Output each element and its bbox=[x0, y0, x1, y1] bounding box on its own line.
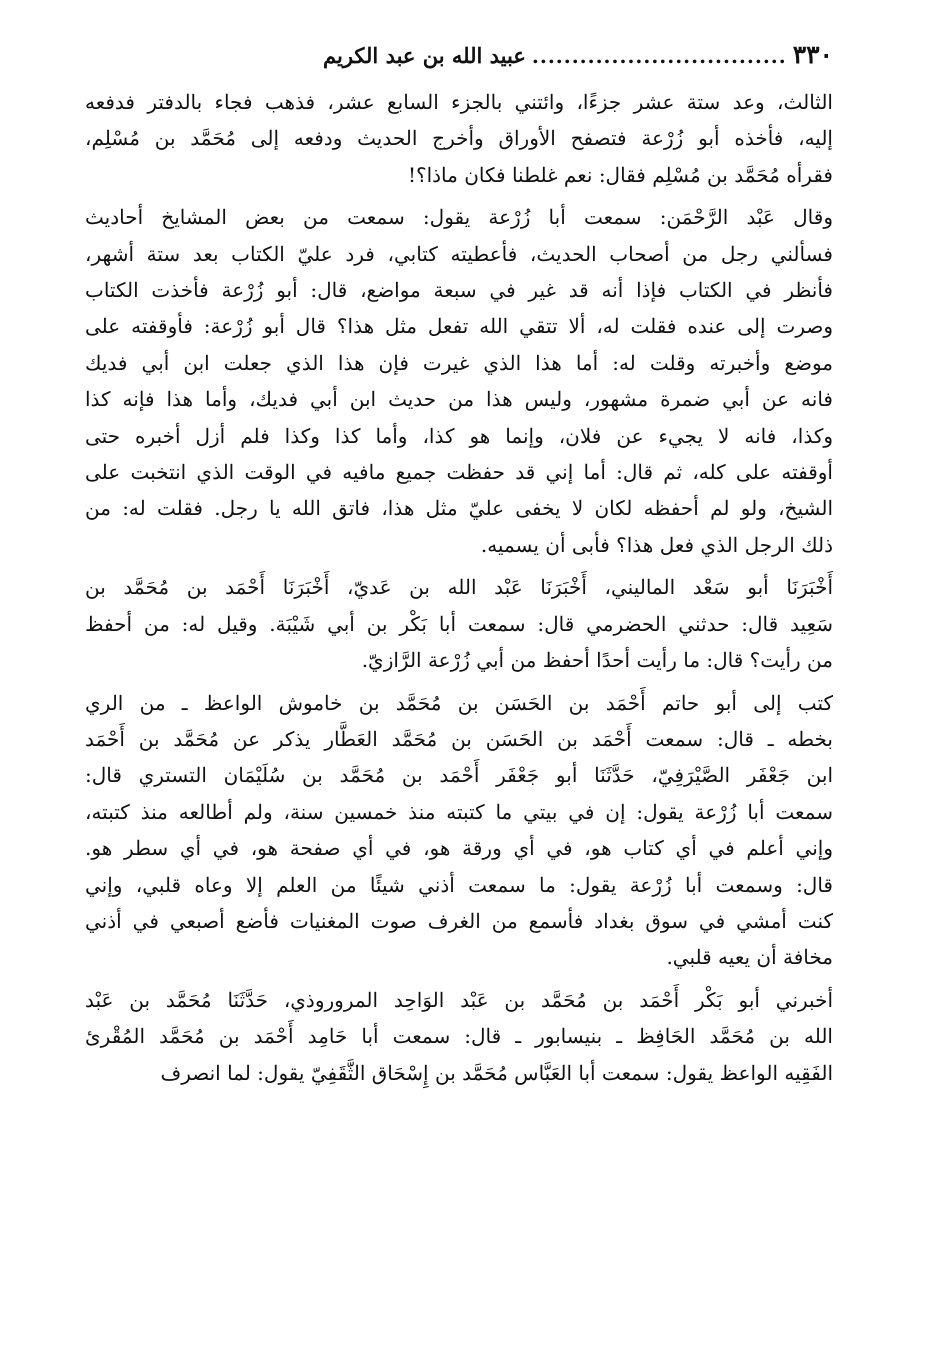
text-line: أوقفته على كله، ثم قال: أما إني قد حفظت جميع مافيه في الوقت الذي انتخبت على bbox=[85, 460, 833, 485]
text-line: ابن جَعْفَر الصَّيْرَفِيّ، حَدَّثَنَا أبو جَعْفَر أَحْمَد بن مُحَمَّد بن سُلَيْمَان التستري قال: bbox=[85, 763, 833, 788]
text-line: كتب إلى أبو حاتم أَحْمَد بن الحَسَن بن مُحَمَّد بن خاموش الواعظ ـ من الري bbox=[85, 690, 833, 715]
text-line: سَعِيد قال: حدثني الحضرمي قال: سمعت أبا بَكْر بن أبي شَيْبَة. وقيل له: من أحفظ bbox=[85, 611, 833, 636]
text-line: الثالث، وعد ستة عشر جزءًا، وائتني بالجزء السابع عشر، فذهب فجاء بالدفتر فدفعه bbox=[85, 90, 833, 114]
text-line: الشيخ، ولو لم أحفظه لكان لا يخفى عليّ مثل هذا، فاتق الله يا رجل. فقلت له: من bbox=[85, 496, 833, 521]
text-line: بخطه ـ قال: سمعت أَحْمَد بن الحَسَن بن مُحَمَّد العَطَّار يذكر عن مُحَمَّد بن أَحْمَد bbox=[85, 726, 833, 751]
text-line: فأنظر في الكتاب فإذا أنه قد غير في سبعة مواضع، قال: أبو زُرْعة فأخذت الكتاب bbox=[85, 278, 833, 303]
paragraph bbox=[85, 199, 833, 563]
text-line: سمعت أبا زُرْعة يقول: إن في بيتي ما كتبته منذ خمسين سنة، ولم أطالعه منذ كتبته، bbox=[85, 799, 833, 824]
text-line: ذلك الرجل الذي فعل هذا؟ فأبى أن يسميه. bbox=[480, 532, 833, 557]
header-dot-leader: ................................ bbox=[531, 44, 787, 68]
text-line: فانه عن أبي ضمرة مشهور، وليس هذا من حديث ابن أبي فديك، وأما هذا فإنه كذا bbox=[85, 387, 833, 412]
text-line: موضع وأخبرته وقلت له: أما هذا الذي غيرت فإن هذا الذي جعلت ابن أبي فديك bbox=[85, 350, 833, 375]
running-title: عبيد الله بن عبد الكريم bbox=[323, 43, 526, 68]
text-line: قال: وسمعت أبا زُرْعة يقول: ما سمعت أذني شيئًا من العلم إلا وعاه قلبي، وإني bbox=[85, 872, 833, 897]
text-line: وكذا، فانه لا يجيء عن فلان، وإنما هو كذا، وأما كذا وكذا فلم أزل أخبره حتى bbox=[85, 423, 833, 448]
text-line: مخافة أن يعيه قلبي. bbox=[666, 945, 833, 970]
paragraph bbox=[85, 685, 833, 976]
page-number: ٣٣٠ bbox=[792, 40, 833, 69]
paragraph bbox=[85, 569, 833, 678]
text-line: الفَقِيه الواعظ يقول: سمعت أبا العَبَّاس مُحَمَّد بن إِسْحَاق الثَّقَفِيّ يقول: لما انصرف bbox=[160, 1060, 833, 1085]
text-line: وإني أعلم في أي كتاب هو، في أي ورقة هو، في أي صفحة هو، في أي سطر هو. bbox=[85, 836, 833, 861]
paragraph bbox=[85, 982, 833, 1091]
text-line: وصرت إلى عنده فقلت له، ألا تتقي الله تفعل مثل هذا؟ قال أبو زُرْعة: فأوقفته على bbox=[85, 314, 833, 339]
text-line: فسألني رجل من أصحاب الحديث، فأعطيته كتابي، فرد عليّ الكتاب بعد ستة أشهر، bbox=[85, 241, 833, 266]
text-line: أخبرني أبو بَكْر أَحْمَد بن مُحَمَّد بن عَبْد الوَاحِد المروروذي، حَدَّثَنَا مُحَمَّد بن عَبْد bbox=[85, 987, 833, 1012]
text-line: الله بن مُحَمَّد الحَافِظ ـ بنيسابور ـ قال: سمعت أبا حَامِد أَحْمَد بن مُحَمَّد المُقْرئ bbox=[85, 1024, 833, 1049]
running-header bbox=[85, 40, 833, 84]
text-line: فقرأه مُحَمَّد بن مُسْلِم فقال: نعم غلطنا فكان ماذا؟! bbox=[407, 162, 833, 187]
body-text bbox=[85, 84, 833, 1091]
paragraph bbox=[85, 84, 833, 193]
text-line: كنت أمشي في سوق بغداد فأسمع من الغرف صوت المغنيات فأضع أصبعي في أذني bbox=[85, 908, 834, 933]
text-line: من رأيت؟ قال: ما رأيت أحدًا أحفظ من أبي زُرْعة الرَّازيّ. bbox=[361, 648, 833, 673]
text-line: أَخْبَرَنَا أبو سَعْد الماليني، أَخْبَرَنَا عَبْد الله بن عَديّ، أَخْبَرَنَا أَحْمَد بن مُحَمَّد بن bbox=[85, 575, 833, 600]
text-line: إليه، فأخذه أبو زُرْعة فتصفح الأوراق وأخرج الحديث ودفعه إلى مُحَمَّد بن مُسْلِم، bbox=[85, 126, 833, 151]
text-line: وقال عَبْد الرَّحْمَن: سمعت أبا زُرْعة يقول: سمعت من بعض المشايخ أحاديث bbox=[85, 205, 833, 230]
